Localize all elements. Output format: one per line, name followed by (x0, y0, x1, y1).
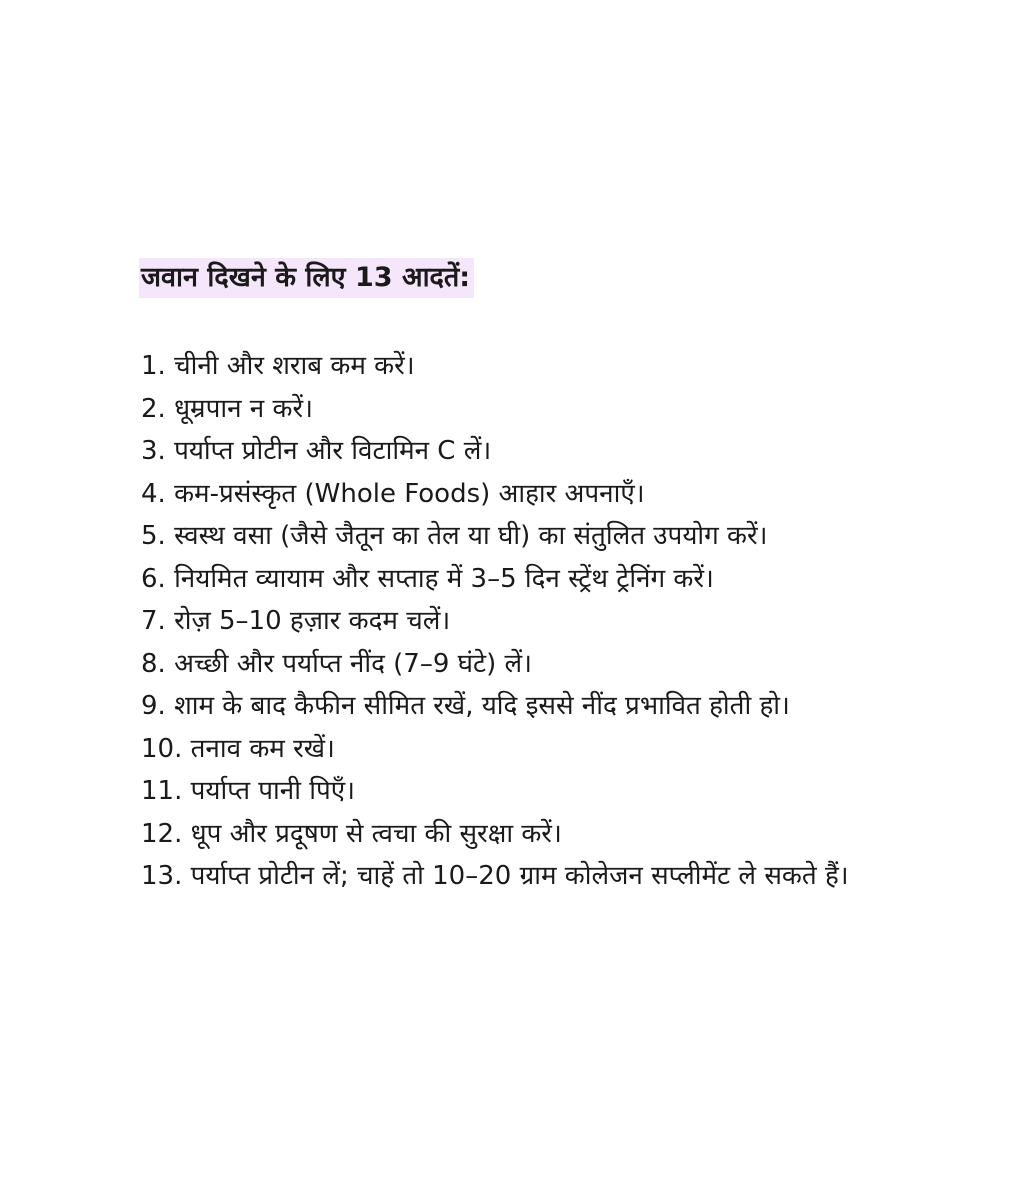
list-item: 8. अच्छी और पर्याप्त नींद (7–9 घंटे) लें। (141, 648, 532, 679)
list-item: 12. धूप और प्रदूषण से त्वचा की सुरक्षा करें। (141, 818, 562, 849)
habit-list (141, 345, 971, 898)
page-title: जवान दिखने के लिए 13 आदतें: (139, 258, 474, 298)
list-item: 13. पर्याप्त प्रोटीन लें; चाहें तो 10–20 ग्राम कोलेजन सप्लीमेंट ले सकते हैं। (141, 861, 849, 891)
list-item: 6. नियमित व्यायाम और सप्ताह में 3–5 दिन स्ट्रेंथ ट्रेनिंग करें। (141, 563, 714, 594)
list-item: 9. शाम के बाद कैफीन सीमित रखें, यदि इससे नींद प्रभावित होती हो। (141, 691, 790, 721)
list-item: 10. तनाव कम रखें। (141, 733, 335, 764)
list-item: 5. स्वस्थ वसा (जैसे जैतून का तेल या घी) का संतुलित उपयोग करें। (141, 521, 768, 551)
list-item: 4. कम-प्रसंस्कृत (Whole Foods) आहार अपनाएँ। (141, 478, 645, 509)
list-item: 2. धूम्रपान न करें। (141, 393, 313, 424)
document-body (141, 258, 971, 898)
list-item: 7. रोज़ 5–10 हज़ार कदम चलें। (141, 606, 451, 636)
list-item: 11. पर्याप्त पानी पिएँ। (141, 776, 355, 806)
list-item: 1. चीनी और शराब कम करें। (141, 351, 415, 381)
list-item: 3. पर्याप्त प्रोटीन और विटामिन C लें। (141, 436, 492, 466)
